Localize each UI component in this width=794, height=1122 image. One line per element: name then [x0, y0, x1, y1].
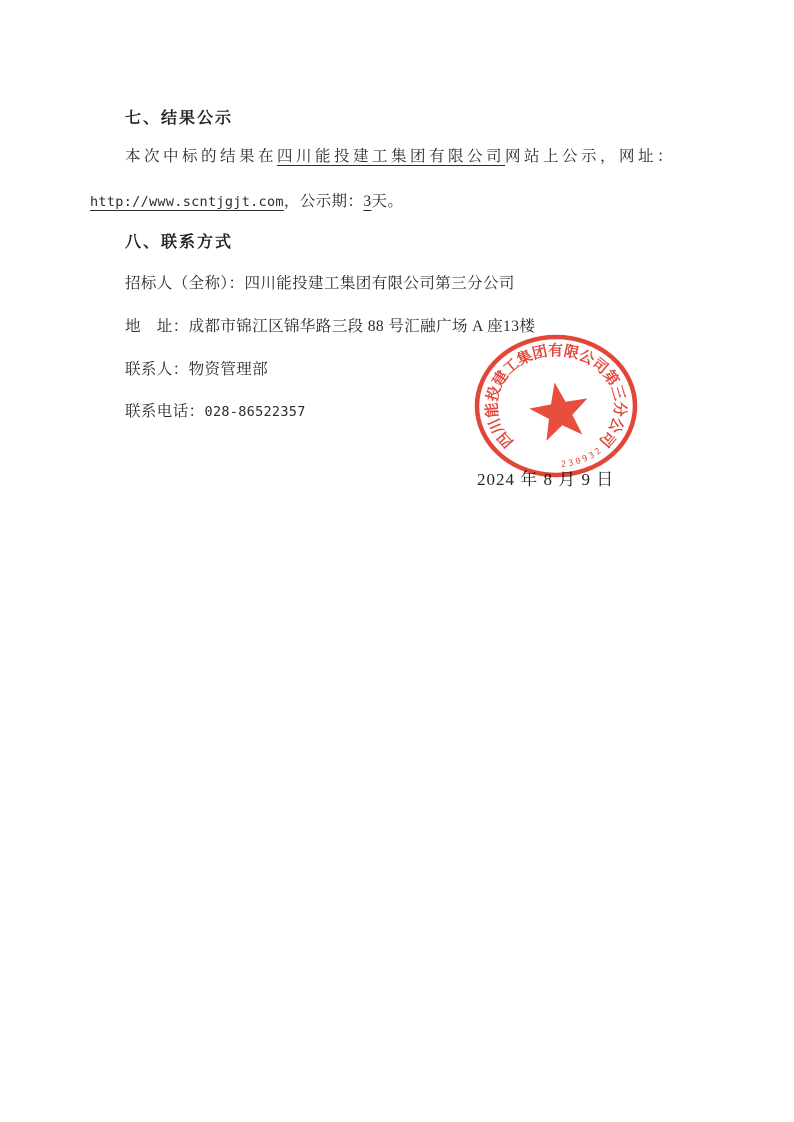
company-name-underlined: 四川能投建工集团有限公司 [277, 148, 506, 165]
contact-person-line: 联系人：物资管理部 [125, 361, 269, 378]
phone-label: 联系电话： [125, 403, 205, 420]
bidder-line: 招标人（全称）：四川能投建工集团有限公司第三分公司 [125, 275, 515, 292]
result-text-pre: 本次中标的结果在 [125, 148, 278, 165]
result-paragraph-line-1 [125, 147, 676, 168]
publicity-period-suffix: 天。 [371, 193, 404, 210]
publicity-period-days: 3 [363, 193, 372, 210]
company-seal-stamp [471, 331, 643, 481]
phone-line [125, 402, 306, 423]
address-line: 地 址：成都市锦江区锦华路三段 88 号汇融广场 A 座13楼 [125, 318, 536, 335]
result-text-post: 网站上公示，网址： [505, 148, 677, 165]
seal-star-icon [526, 377, 594, 442]
seal-ring-company-text: 四川能投建工集团有限公司第三分公司 [484, 343, 628, 451]
section-8-heading: 八、联系方式 [125, 234, 234, 251]
document-date: 2024 年 8 月 9 日 [477, 470, 615, 489]
publicity-period-label: ，公示期： [283, 193, 364, 210]
website-url: http://www.scntjgjt.com [90, 194, 284, 210]
phone-number: 028-86522357 [204, 404, 306, 420]
result-paragraph-line-2 [90, 192, 403, 213]
seal-code-digits: 230932 [560, 444, 606, 470]
section-7-heading: 七、结果公示 [125, 110, 234, 127]
